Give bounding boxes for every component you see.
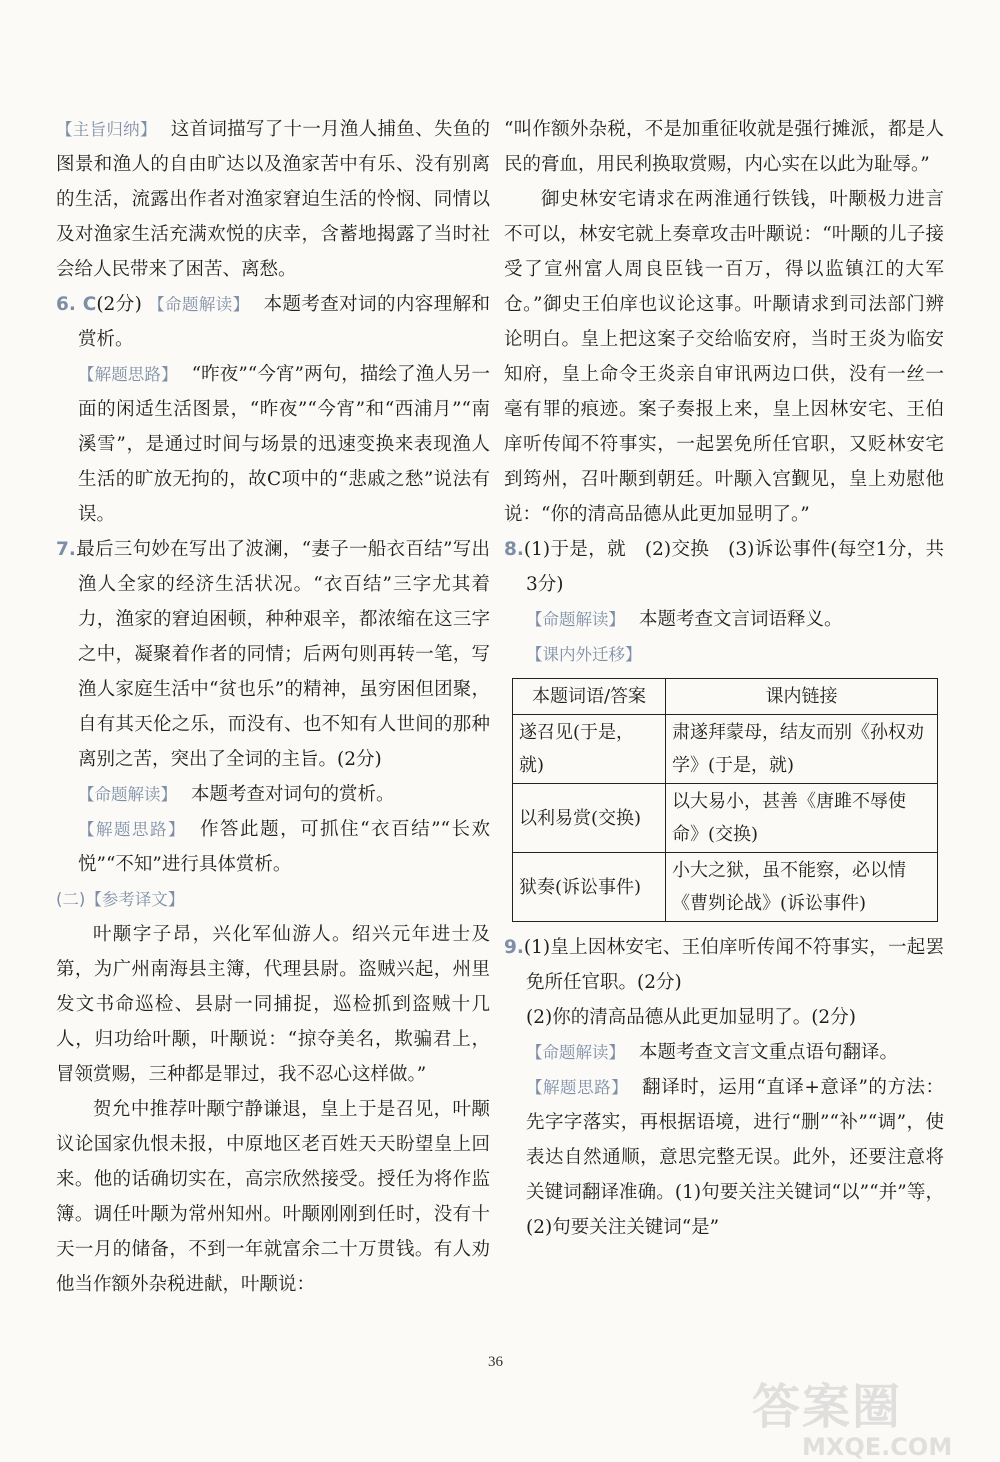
question-6-score: (2分) [96, 294, 142, 315]
question-7-answer: 最后三句妙在写出了波澜，“妻子一船衣百结”写出渔人全家的经济生活状况。“衣百结”三字尤其着力，渔家的窘迫困顿，种种艰辛，都浓缩在这三字之中，凝聚着作者的同情；后两句则再转一笔，写渔人家庭生活中“贫也乐”的精神，虽穷困但团聚，自有其天伦之乐，而没有、也不知有人世间的那种离别之苦，突出了全词的主旨。(2分) [75, 539, 490, 770]
table-cell: 肃遂拜蒙母，结友而别《孙权劝学》(于是，就) [666, 715, 938, 784]
vocabulary-link-table [512, 678, 938, 922]
question-6-intent-text: 本题考查对词的内容理解和赏析。 [78, 294, 490, 350]
table-cell: 以大易小，甚善《唐雎不辱使命》(交换) [666, 784, 938, 853]
theme-summary-text: 这首词描写了十一月渔人捕鱼、失鱼的图景和渔人的自由旷达以及渔家苦中有乐、没有别离的生活，流露出作者对渔家窘迫生活的怜悯、同情以及对渔家生活充满欢悦的庆幸，含蓄地揭露了当时社会给人民带来了困苦、离愁。 [56, 119, 490, 280]
question-6 [56, 287, 490, 357]
page-number: 36 [488, 1354, 503, 1370]
question-7-intent-tag: 【命题解读】 [78, 785, 177, 804]
question-8 [504, 532, 944, 602]
table-header-cell: 课内链接 [666, 679, 938, 715]
theme-summary-tag: 【主旨归纳】 [56, 120, 157, 139]
question-9-answer-1: (1)皇上因林安宅、王伯庠听传闻不符事实，一起罢免所任官职。(2分) [523, 937, 944, 993]
question-7-solution [56, 812, 490, 882]
question-9-solution-text: 翻译时，运用“直译+意译”的方法：先字字落实，再根据语境，进行“删”“补”“调”，使表达自然通顺，意思完整无误。此外，还要注意将关键词翻译准确。(1)句要关注关键词“以”“并”等，(2)句要关注关键词“是” [526, 1077, 945, 1238]
question-7-solution-tag: 【解题思路】 [78, 820, 187, 839]
watermark-site: MXQE.COM [802, 1433, 953, 1461]
table-cell: 狱奏(诉讼事件) [513, 853, 666, 922]
question-9-solution-tag: 【解题思路】 [526, 1078, 629, 1097]
question-7-intent-text: 本题考查对词句的赏析。 [191, 784, 395, 805]
question-8-answer: (1)于是，就 (2)交换 (3)诉讼事件(每空1分，共3分) [523, 539, 944, 595]
question-9-solution [504, 1070, 944, 1245]
question-7-solution-text: 作答此题，可抓住“衣百结”“长欢悦”“不知”进行具体赏析。 [78, 819, 491, 875]
question-6-solution-tag: 【解题思路】 [78, 365, 178, 384]
table-row [513, 853, 938, 922]
question-9 [504, 930, 944, 1000]
question-8-intent-tag: 【命题解读】 [526, 610, 625, 629]
question-9-intent-tag: 【命题解读】 [526, 1043, 625, 1062]
table-cell: 遂召见(于是，就) [513, 715, 666, 784]
table-row [513, 784, 938, 853]
question-6-intent-tag: 【命题解读】 [148, 295, 250, 314]
table-cell: 小大之狱，虽不能察，必以情《曹刿论战》(诉讼事件) [666, 853, 938, 922]
question-6-solution-text: “昨夜”“今宵”两句，描绘了渔人另一面的闲适生活图景，“昨夜”“今宵”和“西浦月”“南溪雪”，是通过时间与场景的迅速变换来表现渔人生活的旷放无拘的，故C项中的“悲戚之愁”说法有误。 [78, 364, 490, 525]
theme-summary [56, 112, 490, 287]
question-9-number: 9. [504, 937, 524, 958]
question-6-number: 6. C [56, 294, 97, 315]
question-8-number: 8. [504, 539, 524, 560]
question-9-intent [504, 1035, 944, 1070]
table-cell: 以利易赏(交换) [513, 784, 666, 853]
left-column [56, 112, 490, 1302]
watermark-logo: 答案圈 [752, 1379, 903, 1435]
question-8-intent-text: 本题考查文言词语释义。 [639, 609, 843, 630]
question-6-solution [56, 357, 490, 532]
translation-paragraph-2-cont: “叫作额外杂税，不是加重征收就是强行摊派，都是人民的膏血，用民利换取赏赐，内心实在以此为耻辱。” [504, 119, 944, 175]
question-9-intent-text: 本题考查文言文重点语句翻译。 [639, 1042, 899, 1063]
question-9-answer-2: (2)你的清高品德从此更加显明了。(2分) [526, 1007, 856, 1028]
right-column [504, 112, 944, 1245]
question-8-transfer [504, 637, 944, 672]
table-header-cell: 本题词语/答案 [513, 679, 666, 715]
watermark [752, 1368, 972, 1462]
translation-paragraph-2: 贺允中推荐叶颙宁静谦退，皇上于是召见，叶颙议论国家仇恨未报，中原地区老百姓天天盼望皇上回来。他的话确切实在，高宗欣然接受。授任为将作监簿。调任叶颙为常州知州。叶颙刚刚到任时，没有十天一月的储备，不到一年就富余二十万贯钱。有人劝他当作额外杂税进献，叶颙说： [56, 1099, 490, 1295]
section-2-heading [56, 882, 490, 917]
section-2-label: (二)【参考译文】 [56, 890, 185, 909]
question-8-intent [504, 602, 944, 637]
question-7 [56, 532, 490, 777]
translation-paragraph-3: 御史林安宅请求在两淮通行铁钱，叶颙极力进言不可以，林安宅就上奏章攻击叶颙说：“叶颙的儿子接受了宣州富人周良臣钱一百万，得以监镇江的大军仓。”御史王伯庠也议论这事。叶颙请求到司法部门辨论明白。皇上把这案子交给临安府，当时王炎为临安知府，皇上命令王炎亲自审讯两边口供，没有一丝一毫有罪的痕迹。案子奏报上来，皇上因林安宅、王伯庠听传闻不符事实，一起罢免所任官职，又贬林安宅到筠州，召叶颙到朝廷。叶颙入宫觐见，皇上劝慰他说：“你的清高品德从此更加显明了。” [504, 189, 944, 525]
table-header-row [513, 679, 938, 715]
question-8-transfer-tag: 【课内外迁移】 [526, 645, 642, 664]
question-7-number: 7. [56, 539, 76, 560]
translation-paragraph-1: 叶颙字子昂，兴化军仙游人。绍兴元年进士及第，为广州南海县主簿，代理县尉。盗贼兴起，州里发文书命巡检、县尉一同捕捉，巡检抓到盗贼十几人，归功给叶颙，叶颙说：“掠夺美名，欺骗君上，冒领赏赐，三种都是罪过，我不忍心这样做。” [56, 924, 490, 1085]
question-7-intent [56, 777, 490, 812]
table-row [513, 715, 938, 784]
